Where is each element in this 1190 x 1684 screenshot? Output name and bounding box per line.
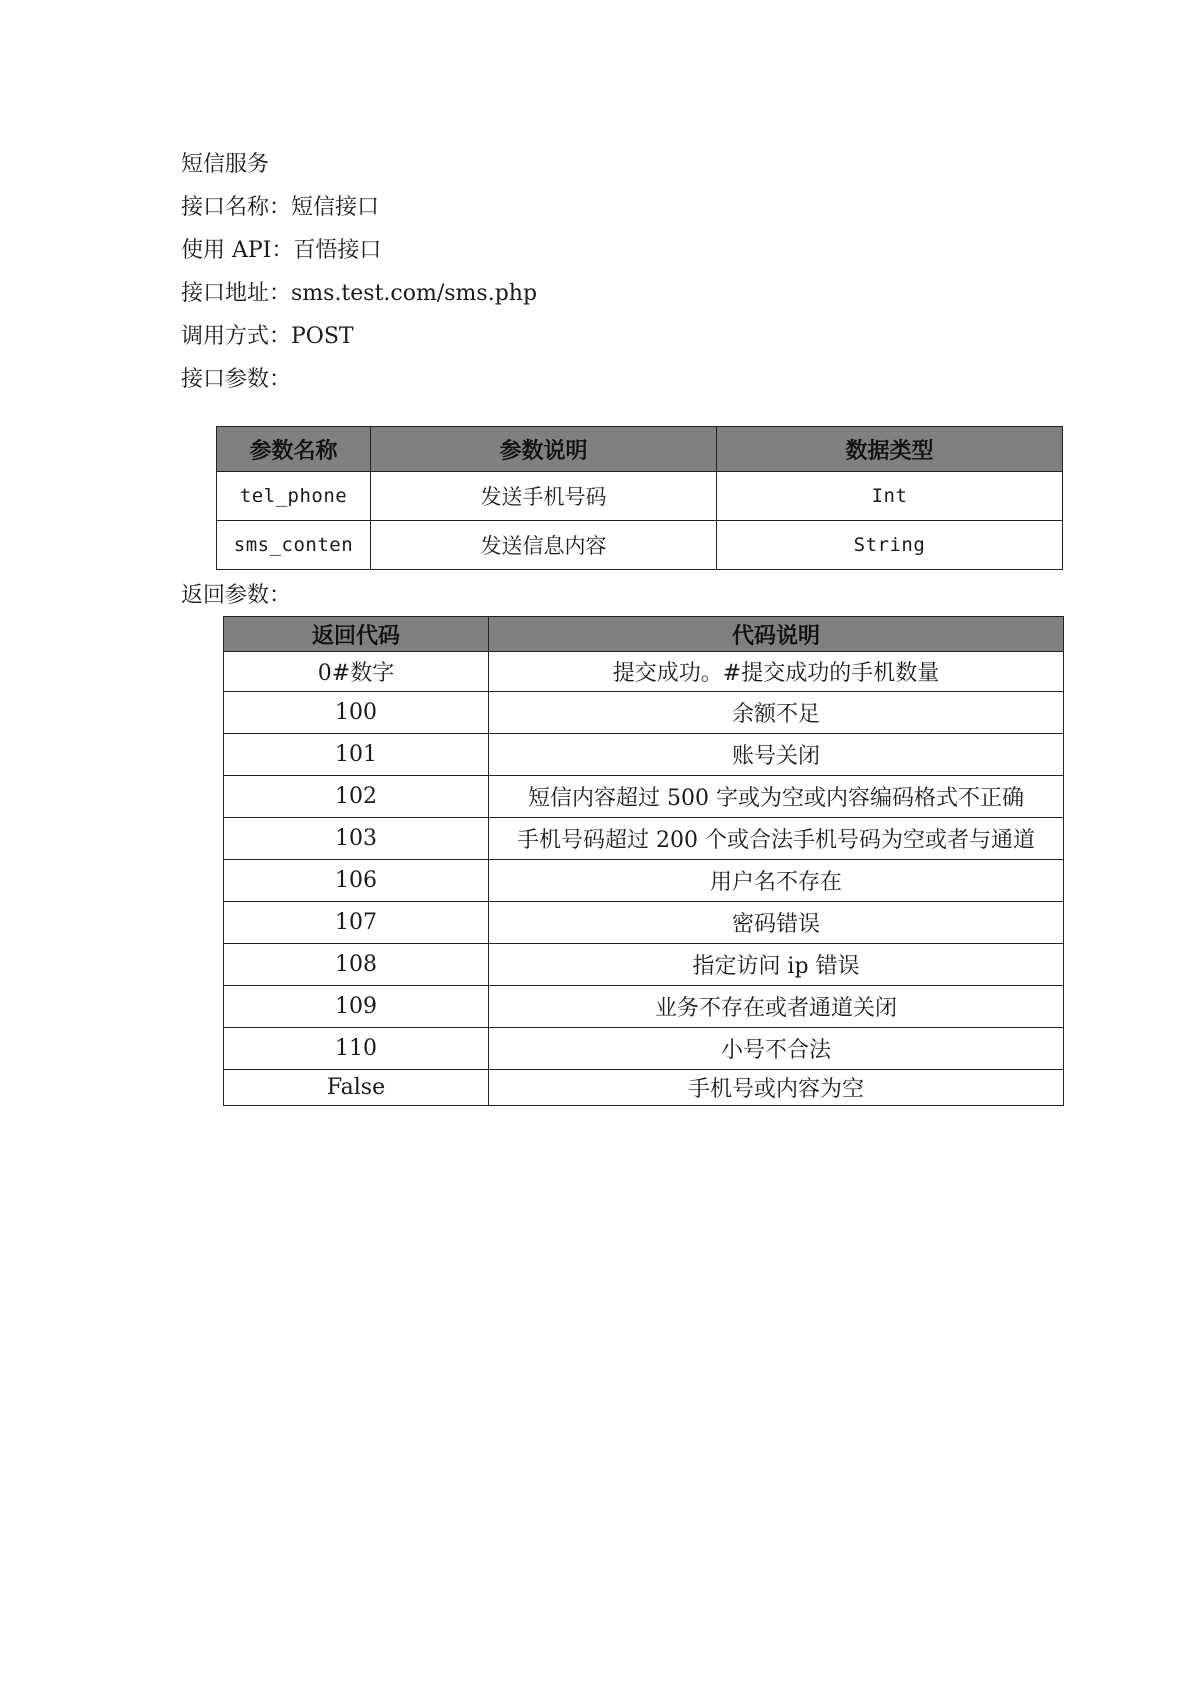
return-desc-cell: 账号关闭 xyxy=(489,734,1064,776)
returns-table xyxy=(223,616,1064,1106)
table-row xyxy=(224,860,1064,902)
param-desc-cell: 发送信息内容 xyxy=(371,521,717,570)
return-code-cell: 100 xyxy=(224,692,489,734)
api-used: 使用 API：百悟接口 xyxy=(181,238,382,263)
return-desc-cell: 手机号码超过 200 个或合法手机号码为空或者与通道 xyxy=(489,818,1064,860)
table-row xyxy=(224,692,1064,734)
params-table-header-row xyxy=(217,427,1063,472)
return-code-cell: False xyxy=(224,1070,489,1106)
return-code-cell: 110 xyxy=(224,1028,489,1070)
interface-url: 接口地址：sms.test.com/sms.php xyxy=(181,281,538,306)
param-name-cell: sms_conten xyxy=(217,521,371,570)
return-desc-cell: 小号不合法 xyxy=(489,1028,1064,1070)
return-code-cell: 0#数字 xyxy=(224,652,489,692)
returns-header-code: 返回代码 xyxy=(224,617,489,652)
return-code-cell: 101 xyxy=(224,734,489,776)
return-code-cell: 108 xyxy=(224,944,489,986)
param-type-cell: String xyxy=(717,521,1063,570)
params-table xyxy=(216,426,1063,570)
return-code-cell: 109 xyxy=(224,986,489,1028)
call-method: 调用方式：POST xyxy=(181,324,354,349)
param-type-cell: Int xyxy=(717,472,1063,521)
return-desc-cell: 提交成功。#提交成功的手机数量 xyxy=(489,652,1064,692)
return-code-cell: 107 xyxy=(224,902,489,944)
table-row xyxy=(224,944,1064,986)
returns-label: 返回参数： xyxy=(181,583,292,608)
table-row xyxy=(224,734,1064,776)
doc-heading: 短信服务 xyxy=(181,152,270,177)
table-row xyxy=(224,652,1064,692)
return-desc-cell: 业务不存在或者通道关闭 xyxy=(489,986,1064,1028)
return-desc-cell: 余额不足 xyxy=(489,692,1064,734)
returns-table-header-row xyxy=(224,617,1064,652)
param-desc-cell: 发送手机号码 xyxy=(371,472,717,521)
return-desc-cell: 指定访问 ip 错误 xyxy=(489,944,1064,986)
table-row xyxy=(224,1070,1064,1106)
table-row xyxy=(217,521,1063,570)
return-desc-cell: 密码错误 xyxy=(489,902,1064,944)
returns-header-desc: 代码说明 xyxy=(489,617,1064,652)
return-code-cell: 103 xyxy=(224,818,489,860)
params-header-desc: 参数说明 xyxy=(371,427,717,472)
return-desc-cell: 手机号或内容为空 xyxy=(489,1070,1064,1106)
params-header-type: 数据类型 xyxy=(717,427,1063,472)
return-code-cell: 102 xyxy=(224,776,489,818)
return-code-cell: 106 xyxy=(224,860,489,902)
interface-name: 接口名称：短信接口 xyxy=(181,195,380,220)
table-row xyxy=(224,1028,1064,1070)
table-row xyxy=(217,472,1063,521)
return-desc-cell: 短信内容超过 500 字或为空或内容编码格式不正确 xyxy=(489,776,1064,818)
table-row xyxy=(224,818,1064,860)
table-row xyxy=(224,986,1064,1028)
params-label: 接口参数： xyxy=(181,367,292,392)
params-header-name: 参数名称 xyxy=(217,427,371,472)
table-row xyxy=(224,776,1064,818)
param-name-cell: tel_phone xyxy=(217,472,371,521)
table-row xyxy=(224,902,1064,944)
return-desc-cell: 用户名不存在 xyxy=(489,860,1064,902)
